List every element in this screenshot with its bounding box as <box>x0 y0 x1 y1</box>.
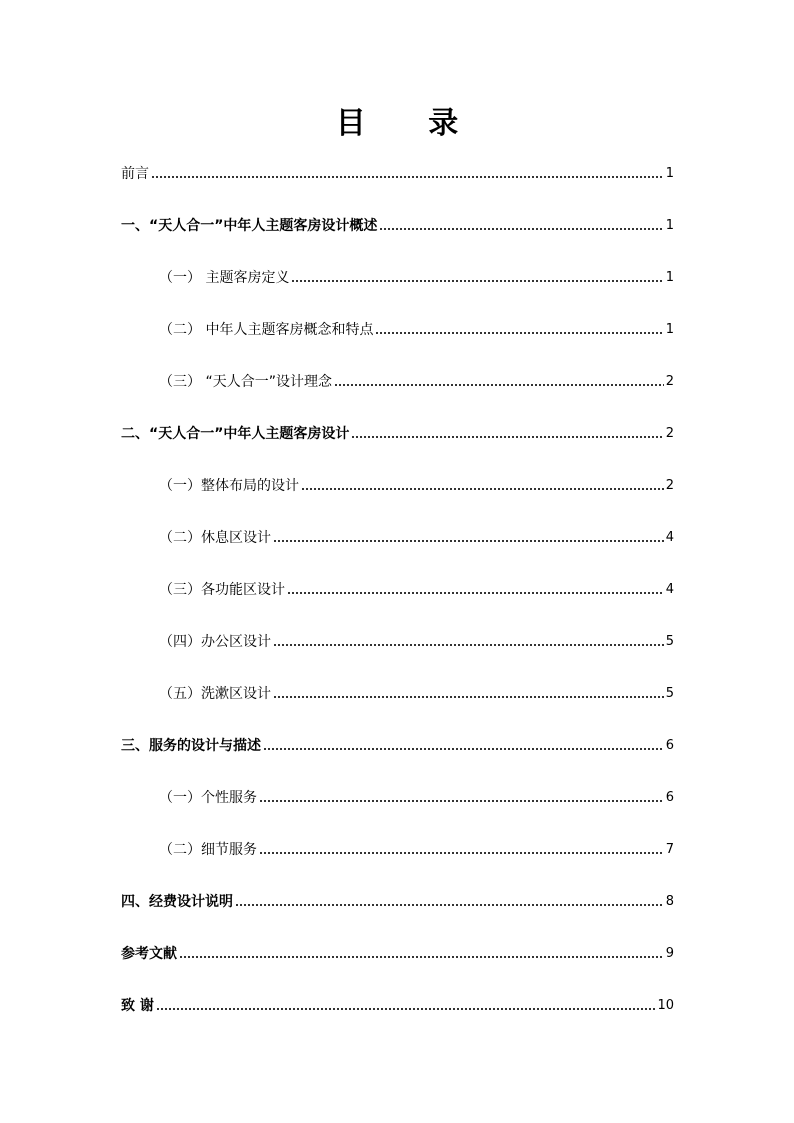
toc-entry-label: （三） “天人合一”设计理念 <box>159 374 332 390</box>
toc-entry[interactable] <box>121 215 674 267</box>
toc-entry-label: （二）细节服务 <box>159 842 257 858</box>
toc-entry[interactable] <box>121 995 674 1047</box>
toc-entry[interactable] <box>121 631 674 683</box>
toc-dot-leader <box>273 527 664 549</box>
toc-entry-page-number: 2 <box>665 374 674 389</box>
toc-entry-page-number: 8 <box>665 894 674 909</box>
toc-dot-leader <box>334 371 664 393</box>
toc-entry-label: 三、服务的设计与描述 <box>121 738 261 754</box>
toc-entry-page-number: 10 <box>657 998 674 1013</box>
toc-entry-label: 前言 <box>121 166 149 182</box>
toc-dot-leader <box>291 267 663 289</box>
toc-entry[interactable] <box>121 943 674 995</box>
toc-dot-leader <box>379 215 663 237</box>
toc-dot-leader <box>179 943 664 965</box>
toc-entry-page-number: 2 <box>665 426 674 441</box>
toc-entry[interactable] <box>121 683 674 735</box>
toc-entry[interactable] <box>121 163 674 215</box>
toc-entry-page-number: 1 <box>665 218 674 233</box>
toc-entry[interactable] <box>121 371 674 423</box>
toc-entry-page-number: 9 <box>665 946 674 961</box>
toc-entry-label: （二）休息区设计 <box>159 530 271 546</box>
toc-dot-leader <box>259 839 664 861</box>
toc-dot-leader <box>235 891 664 913</box>
toc-entry-page-number: 5 <box>665 634 674 649</box>
toc-entry[interactable] <box>121 267 674 319</box>
toc-dot-leader <box>287 579 664 601</box>
toc-entry-page-number: 1 <box>665 166 674 181</box>
toc-dot-leader <box>273 631 664 653</box>
toc-entry-page-number: 1 <box>665 322 674 337</box>
toc-dot-leader <box>259 787 664 809</box>
toc-entry[interactable] <box>121 735 674 787</box>
toc-dot-leader <box>263 735 664 757</box>
toc-entry-label: （一）个性服务 <box>159 790 257 806</box>
toc-entry-page-number: 6 <box>665 738 674 753</box>
toc-entry[interactable] <box>121 475 674 527</box>
toc-entry-page-number: 7 <box>665 842 674 857</box>
toc-entry-label: 四、经费设计说明 <box>121 894 233 910</box>
toc-entry-label: （一）整体布局的设计 <box>159 478 299 494</box>
toc-dot-leader <box>301 475 664 497</box>
toc-entry[interactable] <box>121 423 674 475</box>
toc-entry-page-number: 4 <box>665 530 674 545</box>
toc-entry[interactable] <box>121 527 674 579</box>
toc-entry-label: 致 谢 <box>121 998 154 1014</box>
toc-dot-leader <box>156 995 656 1017</box>
toc-entry-page-number: 5 <box>665 686 674 701</box>
toc-entry-page-number: 4 <box>665 582 674 597</box>
toc-entry-label: （一） 主题客房定义 <box>159 270 290 286</box>
toc-dot-leader <box>351 423 663 445</box>
toc-entry[interactable] <box>121 579 674 631</box>
toc-entry-label: （二） 中年人主题客房概念和特点 <box>159 322 374 338</box>
toc-entry-label: （四）办公区设计 <box>159 634 271 650</box>
toc-list <box>121 163 674 1047</box>
toc-dot-leader <box>151 163 664 185</box>
toc-entry-label: （三）各功能区设计 <box>159 582 285 598</box>
toc-title: 目 录 <box>335 106 485 141</box>
toc-entry-label: 参考文献 <box>121 946 177 962</box>
toc-entry-page-number: 6 <box>665 790 674 805</box>
toc-entry-page-number: 1 <box>665 270 674 285</box>
toc-entry[interactable] <box>121 839 674 891</box>
toc-entry[interactable] <box>121 891 674 943</box>
toc-dot-leader <box>273 683 664 705</box>
toc-entry-label: （五）洗漱区设计 <box>159 686 271 702</box>
toc-entry[interactable] <box>121 787 674 839</box>
toc-dot-leader <box>375 319 663 341</box>
toc-entry-label: 二、“天人合一”中年人主题客房设计 <box>121 426 350 442</box>
toc-entry-label: 一、“天人合一”中年人主题客房设计概述 <box>121 218 378 234</box>
toc-entry[interactable] <box>121 319 674 371</box>
toc-entry-page-number: 2 <box>665 478 674 493</box>
